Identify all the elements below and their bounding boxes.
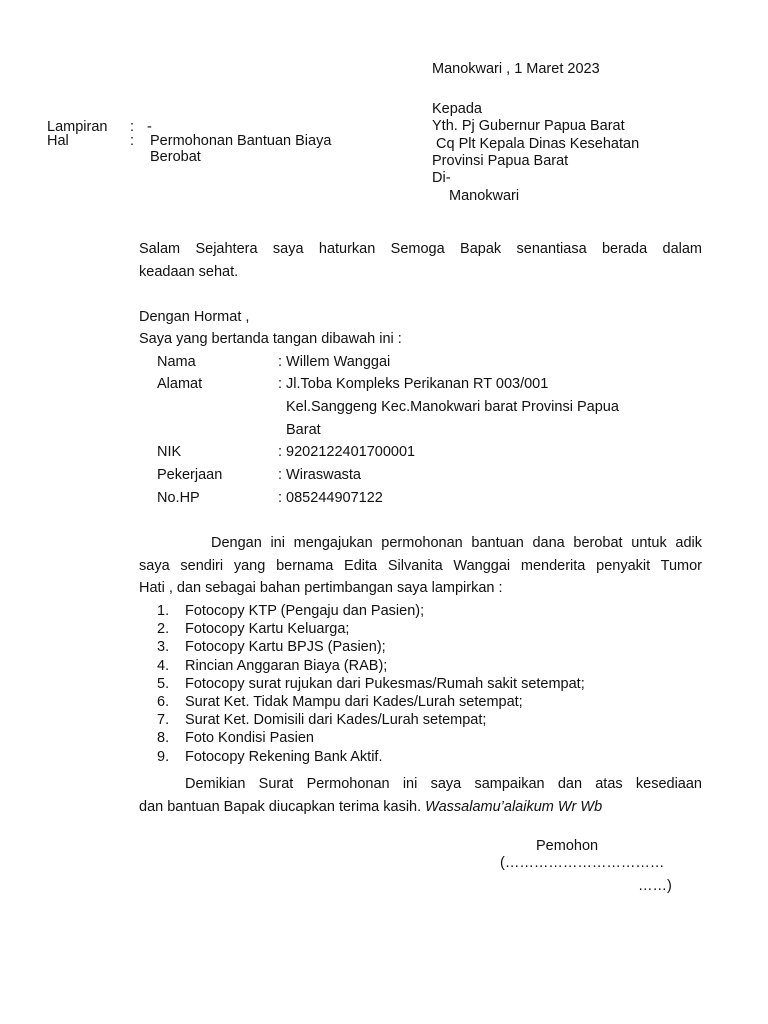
attachment-text: Fotocopy KTP (Pengaju dan Pasien); xyxy=(185,603,425,619)
signature-line: ……) xyxy=(638,878,672,894)
closing-paragraph xyxy=(139,773,702,818)
attachment-text: Fotocopy surat rujukan dari Pukesmas/Rumah sakit setempat; xyxy=(185,675,585,692)
hal-label: Hal xyxy=(47,133,69,149)
lampiran-label: Lampiran xyxy=(47,119,108,135)
identity-label: NIK xyxy=(157,444,182,460)
attachment-item xyxy=(157,675,585,693)
signature-line: (…………………………… xyxy=(500,855,665,871)
attachment-text: Fotocopy Rekening Bank Aktif. xyxy=(185,748,383,765)
place-date: Manokwari , 1 Maret 2023 xyxy=(432,61,600,77)
identity-value: : Jl.Toba Kompleks Perikanan RT 003/001 xyxy=(278,376,549,392)
identity-value: : Willem Wanggai xyxy=(278,354,391,370)
attachment-list xyxy=(157,602,585,766)
identity-value: : Wiraswasta xyxy=(278,467,361,483)
identity-label: Pekerjaan xyxy=(157,467,223,483)
closing-line: Demikian Surat Permohonan ini saya sampaikan dan atas kesediaan xyxy=(185,776,702,792)
recipient-line: Kepada xyxy=(432,101,482,117)
greeting-paragraph xyxy=(139,238,702,283)
attachment-text: Fotocopy Kartu BPJS (Pasien); xyxy=(185,639,386,656)
recipient-line: Provinsi Papua Barat xyxy=(432,153,569,169)
attachment-text: Surat Ket. Tidak Mampu dari Kades/Lurah setempat; xyxy=(185,693,523,710)
lampiran-colon: : xyxy=(130,119,135,135)
attachment-item xyxy=(157,657,585,675)
identity-value: : 9202122401700001 xyxy=(278,444,416,460)
greeting-line: keadaan sehat. xyxy=(139,263,239,280)
recipient-line: Cq Plt Kepala Dinas Kesehatan xyxy=(436,136,640,152)
salutation: Dengan Hormat , xyxy=(139,309,250,325)
request-line: saya sendiri yang bernama Edita Silvanita Wanggai menderita penyakit Tumor xyxy=(139,557,702,574)
closing-line-2 xyxy=(139,796,702,819)
identity-label: No.HP xyxy=(157,490,200,506)
identity-value: : 085244907122 xyxy=(278,490,383,506)
attachment-number: 8. xyxy=(157,730,170,747)
greeting-line: Salam Sejahtera saya haturkan Semoga Bapak senantiasa berada dalam xyxy=(139,241,702,257)
recipient-line: Di- xyxy=(432,170,451,186)
closing-text: dan bantuan Bapak diucapkan terima kasih. xyxy=(139,798,422,815)
attachment-text: Fotocopy Kartu Keluarga; xyxy=(185,621,350,638)
recipient-line: Yth. Pj Gubernur Papua Barat xyxy=(432,118,625,134)
identity-value: Kel.Sanggeng Kec.Manokwari barat Provinsi Papua xyxy=(286,399,619,415)
attachment-item xyxy=(157,729,585,747)
signature-title: Pemohon xyxy=(536,838,599,854)
attachment-item xyxy=(157,638,585,656)
intro-line: Saya yang bertanda tangan dibawah ini : xyxy=(139,331,402,347)
identity-label: Nama xyxy=(157,354,196,370)
lampiran-value: - xyxy=(147,119,152,135)
hal-value-cont: Berobat xyxy=(150,149,201,165)
attachment-text: Foto Kondisi Pasien xyxy=(185,730,314,747)
request-paragraph xyxy=(139,532,702,600)
identity-label: Alamat xyxy=(157,376,203,392)
request-line: Dengan ini mengajukan permohonan bantuan dana berobat untuk adik xyxy=(211,535,702,551)
attachment-number: 5. xyxy=(157,675,170,692)
attachment-number: 2. xyxy=(157,621,170,638)
hal-colon: : xyxy=(130,133,135,149)
attachment-number: 6. xyxy=(157,693,170,710)
attachment-item xyxy=(157,602,585,620)
attachment-number: 3. xyxy=(157,639,170,656)
hal-value: Permohonan Bantuan Biaya xyxy=(150,133,332,149)
attachment-number: 9. xyxy=(157,748,170,765)
attachment-number: 1. xyxy=(157,603,170,619)
attachment-text: Surat Ket. Domisili dari Kades/Lurah setempat; xyxy=(185,712,487,729)
closing-italic: Wassalamu’alaikum Wr Wb xyxy=(425,798,603,815)
attachment-number: 4. xyxy=(157,657,170,674)
attachment-item xyxy=(157,693,585,711)
attachment-item xyxy=(157,620,585,638)
attachment-number: 7. xyxy=(157,712,170,729)
recipient-line: Manokwari xyxy=(449,188,520,204)
attachment-item xyxy=(157,748,585,766)
attachment-text: Rincian Anggaran Biaya (RAB); xyxy=(185,657,388,674)
attachment-item xyxy=(157,711,585,729)
identity-value: Barat xyxy=(286,422,321,438)
request-line: Hati , dan sebagai bahan pertimbangan saya lampirkan : xyxy=(139,580,503,596)
